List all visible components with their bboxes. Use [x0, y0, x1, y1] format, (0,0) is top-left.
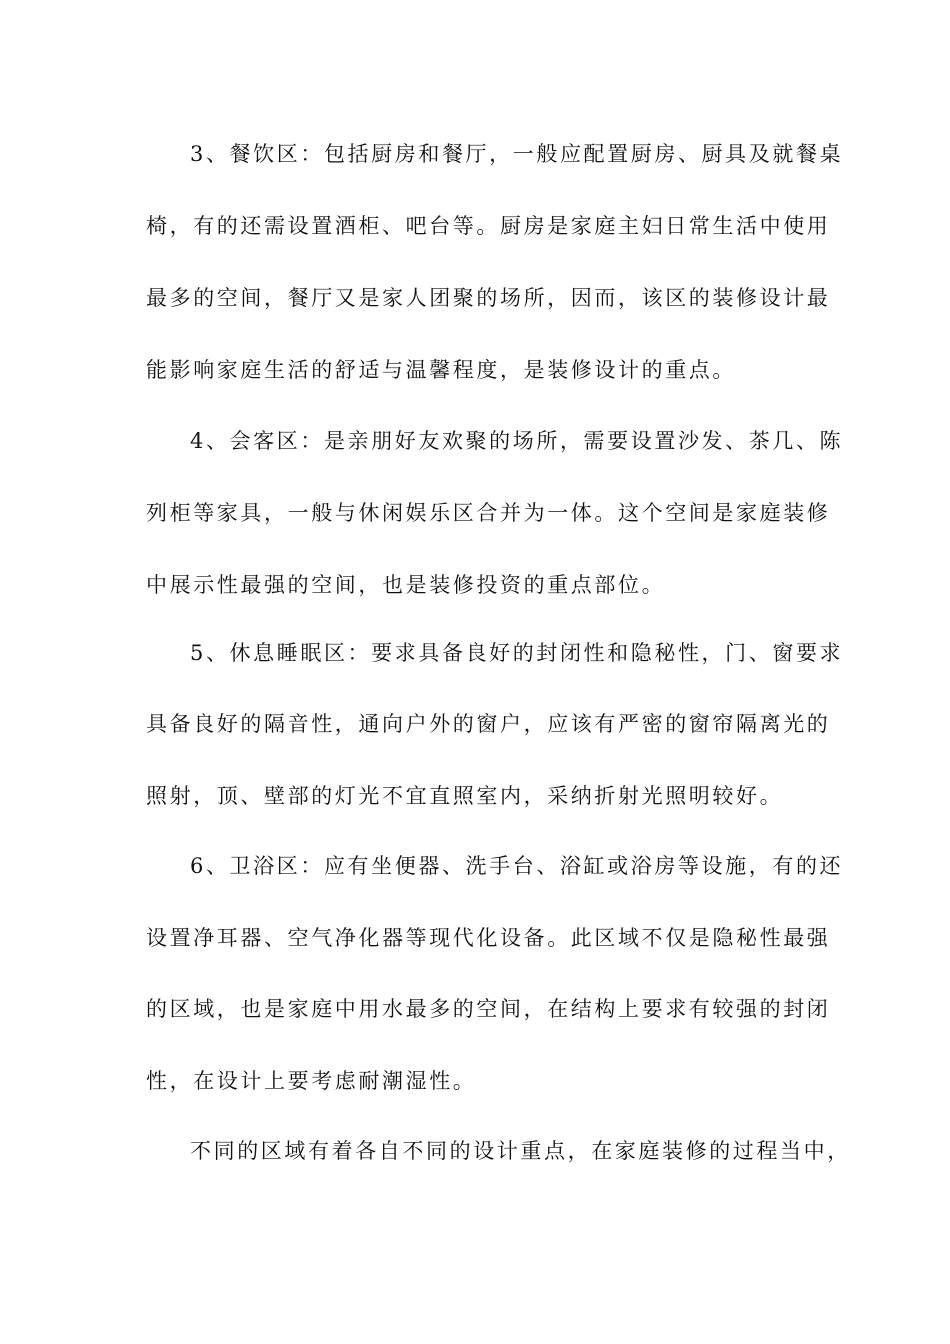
text-line: 不同的区域有着各自不同的设计重点，在家庭装修的过程当中，: [190, 1139, 851, 1163]
text-line: 最多的空间，餐厅又是家人团聚的场所，因而，该区的装修设计最: [146, 286, 831, 310]
text-line: 能影响家庭生活的舒适与温馨程度，是装修设计的重点。: [146, 358, 736, 382]
text-line: 椅，有的还需设置酒柜、吧台等。厨房是家庭主妇日常生活中使用: [146, 214, 831, 238]
text-line: 的区域，也是家庭中用水最多的空间，在结构上要求有较强的封闭: [146, 997, 831, 1021]
text-line: 3、餐饮区：包括厨房和餐厅，一般应配置厨房、厨具及就餐桌: [190, 142, 844, 166]
text-line: 具备良好的隔音性，通向户外的窗户，应该有严密的窗帘隔离光的: [146, 712, 831, 736]
text-line: 性，在设计上要考虑耐潮湿性。: [146, 1069, 477, 1093]
text-line: 6、卫浴区：应有坐便器、洗手台、浴缸或浴房等设施，有的还: [190, 854, 844, 878]
text-line: 5、休息睡眠区：要求具备良好的封闭性和隐秘性，门、窗要求: [190, 641, 844, 665]
text-line: 列柜等家具，一般与休闲娱乐区合并为一体。这个空间是家庭装修: [146, 501, 831, 525]
text-line: 中展示性最强的空间，也是装修投资的重点部位。: [146, 573, 666, 597]
text-line: 4、会客区：是亲朋好友欢聚的场所，需要设置沙发、茶几、陈: [190, 429, 844, 453]
text-line: 设置净耳器、空气净化器等现代化设备。此区域不仅是隐秘性最强: [146, 926, 831, 950]
text-line: 照射，顶、壁部的灯光不宜直照室内，采纳折射光照明较好。: [146, 784, 784, 808]
